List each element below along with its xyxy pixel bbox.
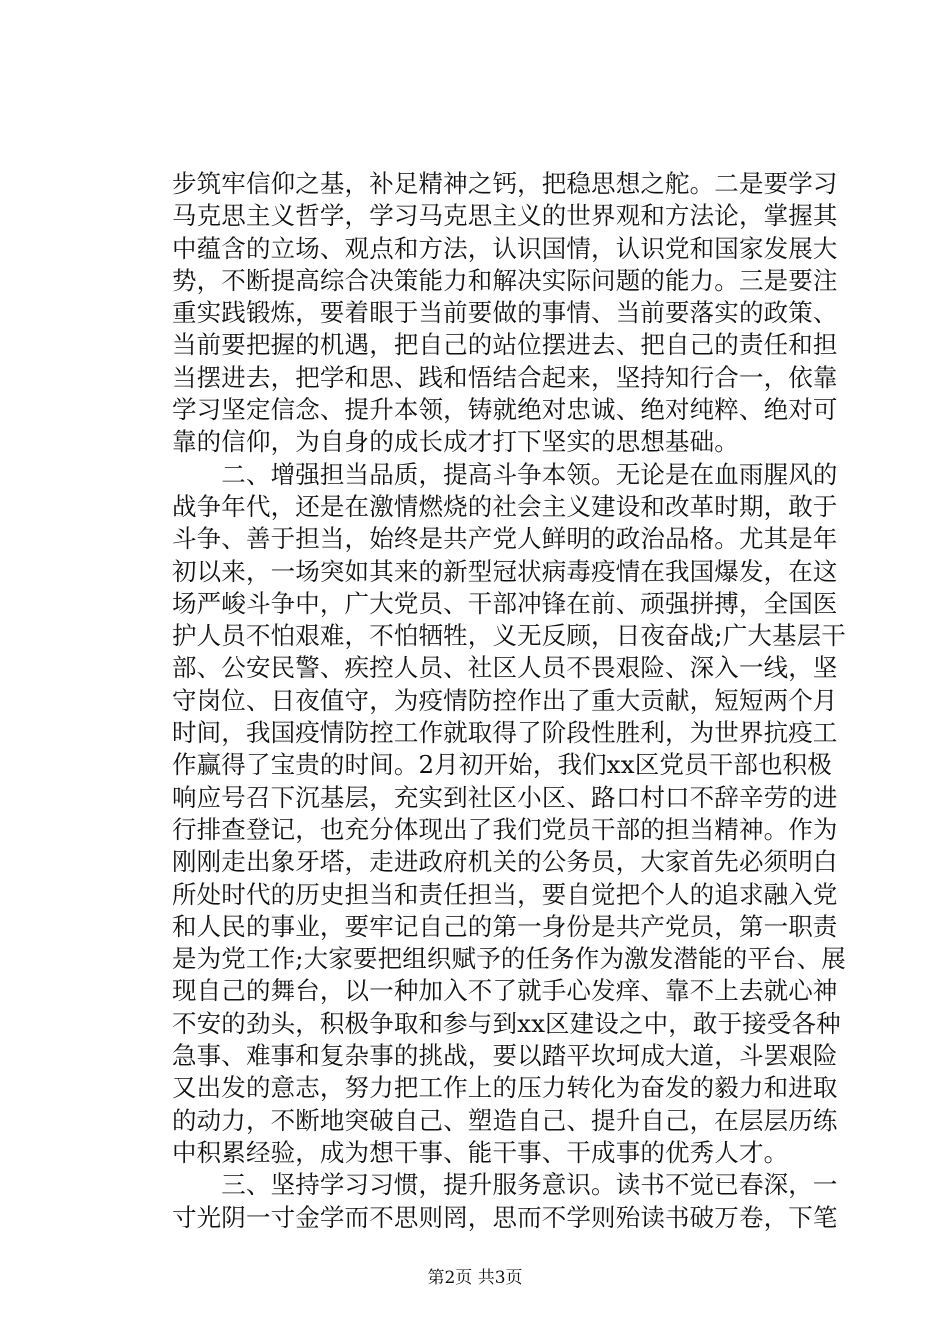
document-body [172,168,846,1234]
text-line: 场严峻斗争中，广大党员、干部冲锋在前、顽强拼搏，全国医 [172,588,838,618]
text-line: 寸光阴一寸金学而不思则罔，思而不学则殆读书破万卷，下笔 [172,1202,838,1232]
text-line: 马克思主义哲学，学习马克思主义的世界观和方法论，掌握其 [172,201,838,231]
text-line: 不安的劲头，积极争取和参与到xx区建设之中，敢于接受各种 [172,1008,841,1038]
text-line: 所处时代的历史担当和责任担当，要自觉把个人的追求融入党 [172,879,838,909]
text-line: 时间，我国疫情防控工作就取得了阶段性胜利，为世界抗疫工 [172,718,838,748]
text-line: 二、增强担当品质，提高斗争本领。无论是在血雨腥风的 [172,459,838,489]
text-line: 行排查登记，也充分体现出了我们党员干部的担当精神。作为 [172,814,838,844]
text-line: 又出发的意志，努力把工作上的压力转化为奋发的毅力和进取 [172,1073,838,1103]
text-line: 是为党工作;大家要把组织赋予的任务作为激发潜能的平台、展 [172,944,846,974]
text-line: 护人员不怕艰难，不怕牺牲，义无反顾，日夜奋战;广大基层干 [172,621,846,651]
text-line: 靠的信仰，为自身的成长成才打下坚实的思想基础。 [172,427,739,457]
text-line: 学习坚定信念、提升本领，铸就绝对忠诚、绝对纯粹、绝对可 [172,395,838,425]
text-line: 部、公安民警、疾控人员、社区人员不畏艰险、深入一线，坚 [172,653,838,683]
text-line: 的动力，不断地突破自己、塑造自己、提升自己，在层层历练 [172,1105,838,1135]
text-line: 现自己的舞台，以一种加入不了就手心发痒、靠不上去就心神 [172,976,838,1006]
text-line: 势，不断提高综合决策能力和解决实际问题的能力。三是要注 [172,265,838,295]
text-line: 初以来，一场突如其来的新型冠状病毒疫情在我国爆发，在这 [172,556,838,586]
text-line: 战争年代，还是在激情燃烧的社会主义建设和改革时期，敢于 [172,491,838,521]
text-line: 斗争、善于担当，始终是共产党人鲜明的政治品格。尤其是年 [172,524,838,554]
text-line: 响应号召下沉基层，充实到社区小区、路口村口不辞辛劳的进 [172,782,838,812]
text-line: 当前要把握的机遇，把自己的站位摆进去、把自己的责任和担 [172,330,838,360]
text-line: 作赢得了宝贵的时间。2月初开始，我们xx区党员干部也积极 [172,750,832,780]
text-line: 中积累经验，成为想干事、能干事、干成事的优秀人才。 [172,1137,789,1167]
text-line: 刚刚走出象牙塔，走进政府机关的公务员，大家首先必须明白 [172,847,838,877]
text-line: 和人民的事业，要牢记自己的第一身份是共产党员，第一职责 [172,911,838,941]
page-footer: 第2页 共3页 [427,1268,523,1288]
text-line: 步筑牢信仰之基，补足精神之钙，把稳思想之舵。二是要学习 [172,169,838,198]
text-line: 守岗位、日夜值守，为疫情防控作出了重大贡献，短短两个月 [172,685,838,715]
text-line: 三、坚持学习习惯，提升服务意识。读书不觉已春深，一 [172,1170,838,1200]
text-line: 急事、难事和复杂事的挑战，要以踏平坎坷成大道，斗罢艰险 [172,1041,838,1071]
text-line: 当摆进去，把学和思、践和悟结合起来，坚持知行合一，依靠 [172,362,838,392]
text-line: 中蕴含的立场、观点和方法，认识国情，认识党和国家发展大 [172,233,838,263]
text-line: 重实践锻炼，要着眼于当前要做的事情、当前要落实的政策、 [172,298,838,328]
